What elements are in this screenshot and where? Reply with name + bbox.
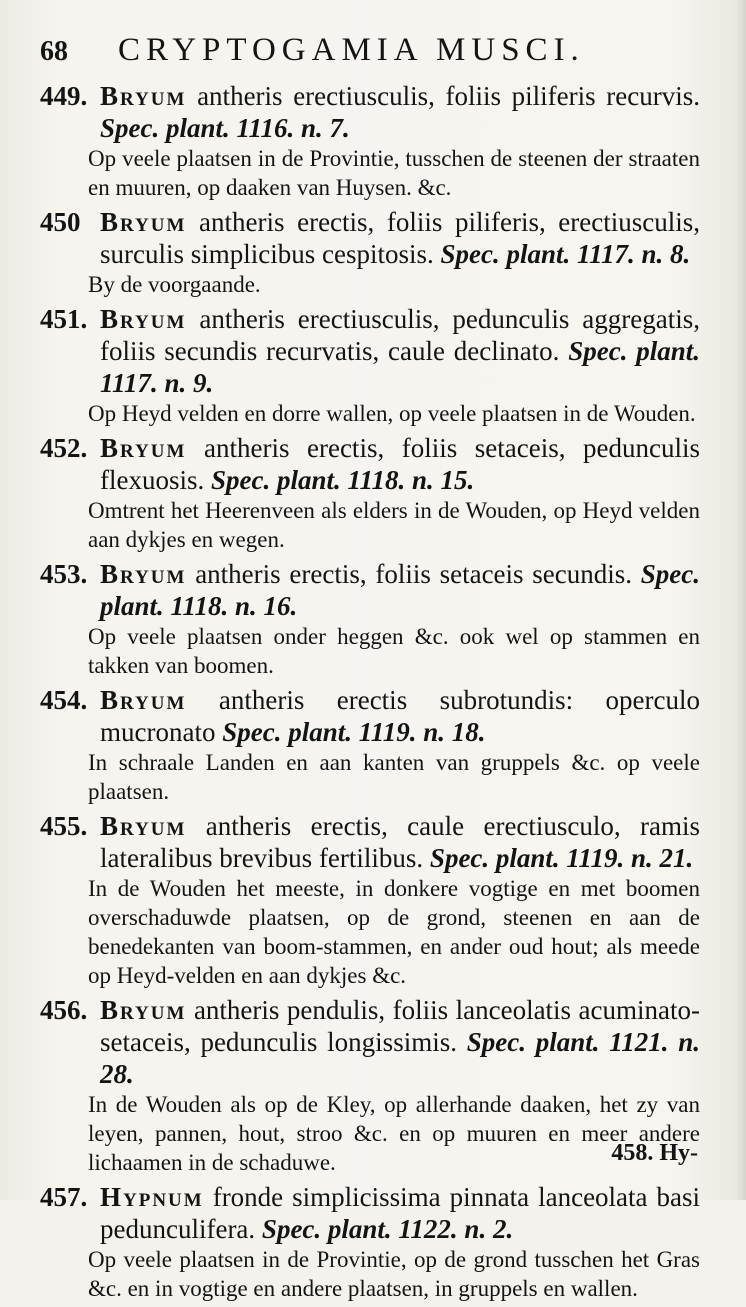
page-edge-shadow	[736, 0, 746, 1200]
genus-name: Bryum	[100, 811, 187, 841]
diagnosis-text: antheris pendulis, foliis lanceolatis acuminato-setaceis, pedunculis longissimis.	[100, 995, 700, 1057]
diagnosis-text: antheris erectis, foliis piliferis, erectiusculis, surculis simplicibus cespitosis.	[100, 207, 700, 269]
entry-description	[40, 432, 700, 496]
genus-name: Hypnum	[100, 1182, 204, 1212]
species-plantarum-reference: Spec. plant. 1117. n. 9.	[100, 336, 700, 398]
entry-description	[40, 303, 700, 399]
diagnosis-text: antheris erectis, foliis setaceis secundis.	[195, 559, 633, 589]
genus-name: Bryum	[100, 685, 187, 715]
entry-number: 452.	[40, 433, 88, 463]
habitat-note: In schraale Landen en aan kanten van gruppels &c. op veele plaatsen.	[88, 750, 700, 804]
entry-description	[40, 684, 700, 748]
species-entry	[40, 558, 700, 680]
page-header	[40, 30, 686, 70]
species-entry	[40, 810, 700, 990]
habitat-note: In de Wouden als op de Kley, op allerhande daaken, het zy van leyen, pannen, hout, stroo &c. en op muuren en meer andere lichaamen in de schaduwe.	[88, 1092, 700, 1175]
entry-number: 456.	[40, 995, 88, 1025]
diagnosis-text: antheris erectis subrotundis: operculo mucronato	[100, 685, 700, 747]
entry-number: 449.	[40, 81, 88, 111]
diagnosis-text: antheris erectiusculis, pedunculis aggregatis, foliis secundis recurvatis, caule declinato.	[100, 304, 700, 366]
species-list	[40, 80, 700, 1307]
entry-description	[40, 80, 700, 144]
genus-name: Bryum	[100, 207, 187, 237]
page-number: 68	[40, 36, 68, 67]
species-entry	[40, 80, 700, 202]
species-plantarum-reference: Spec. plant. 1122. n. 2.	[261, 1214, 514, 1244]
habitat-note: Op veele plaatsen in de Provintie, op de grond tusschen het Gras &c. en in vogtige en andere plaatsen, in gruppels en wallen.	[88, 1247, 700, 1301]
species-plantarum-reference: Spec. plant. 1116. n. 7.	[100, 113, 350, 143]
catchword: 458. Hy-	[611, 1140, 698, 1166]
genus-name: Bryum	[100, 304, 187, 334]
species-plantarum-reference: Spec. plant. 1118. n. 15.	[211, 465, 475, 495]
species-plantarum-reference: Spec. plant. 1118. n. 16.	[100, 559, 701, 621]
species-entry	[40, 432, 700, 554]
entry-description	[40, 206, 700, 270]
habitat-note: By de voorgaande.	[88, 272, 261, 297]
genus-name: Bryum	[100, 433, 187, 463]
diagnosis-text: antheris erectis, foliis setaceis, pedunculis flexuosis.	[100, 433, 701, 495]
species-entry	[40, 1181, 700, 1303]
entry-number: 450	[40, 207, 81, 237]
entry-number: 457.	[40, 1182, 88, 1212]
entry-description	[40, 810, 700, 874]
entry-description	[40, 558, 700, 622]
diagnosis-text: antheris erectiusculis, foliis piliferis recurvis.	[197, 81, 700, 111]
species-entry	[40, 684, 700, 806]
species-plantarum-reference: Spec. plant. 1121. n. 28.	[100, 1027, 700, 1089]
genus-name: Bryum	[100, 559, 187, 589]
entry-description	[40, 1181, 700, 1245]
diagnosis-text: fronde simplicissima pinnata lanceolata basi pedunculifera.	[100, 1182, 700, 1244]
genus-name: Bryum	[100, 81, 187, 111]
habitat-note: Op veele plaatsen onder heggen &c. ook wel op stammen en takken van boomen.	[88, 624, 700, 678]
species-entry	[40, 303, 700, 428]
entry-number: 451.	[40, 304, 88, 334]
species-plantarum-reference: Spec. plant. 1119. n. 21.	[429, 843, 694, 873]
species-entry	[40, 206, 700, 299]
entry-number: 453.	[40, 559, 88, 589]
habitat-note: In de Wouden het meeste, in donkere vogtige en met boomen overschaduwde plaatsen, op de grond, steenen en aan de benedekanten van boom-stammen, en ander oud hout; als meede op Heyd-velden en aan dykjes &c.	[88, 876, 700, 988]
habitat-note: Op veele plaatsen in de Provintie, tusschen de steenen der straaten en muuren, op daaken van Huysen. &c.	[88, 146, 700, 200]
entry-number: 455.	[40, 811, 88, 841]
species-plantarum-reference: Spec. plant. 1119. n. 18.	[222, 717, 486, 747]
running-title: CRYPTOGAMIA MUSCI.	[118, 32, 585, 68]
species-plantarum-reference: Spec. plant. 1117. n. 8.	[440, 239, 691, 269]
species-entry	[40, 994, 700, 1177]
diagnosis-text: antheris erectis, caule erectiusculo, ramis lateralibus brevibus fertilibus.	[100, 811, 700, 873]
habitat-note: Op Heyd velden en dorre wallen, op veele plaatsen in de Wouden.	[88, 401, 696, 426]
entry-number: 454.	[40, 685, 88, 715]
genus-name: Bryum	[100, 995, 187, 1025]
habitat-note: Omtrent het Heerenveen als elders in de Wouden, op Heyd velden aan dykjes en wegen.	[88, 498, 700, 552]
entry-description	[40, 994, 700, 1090]
